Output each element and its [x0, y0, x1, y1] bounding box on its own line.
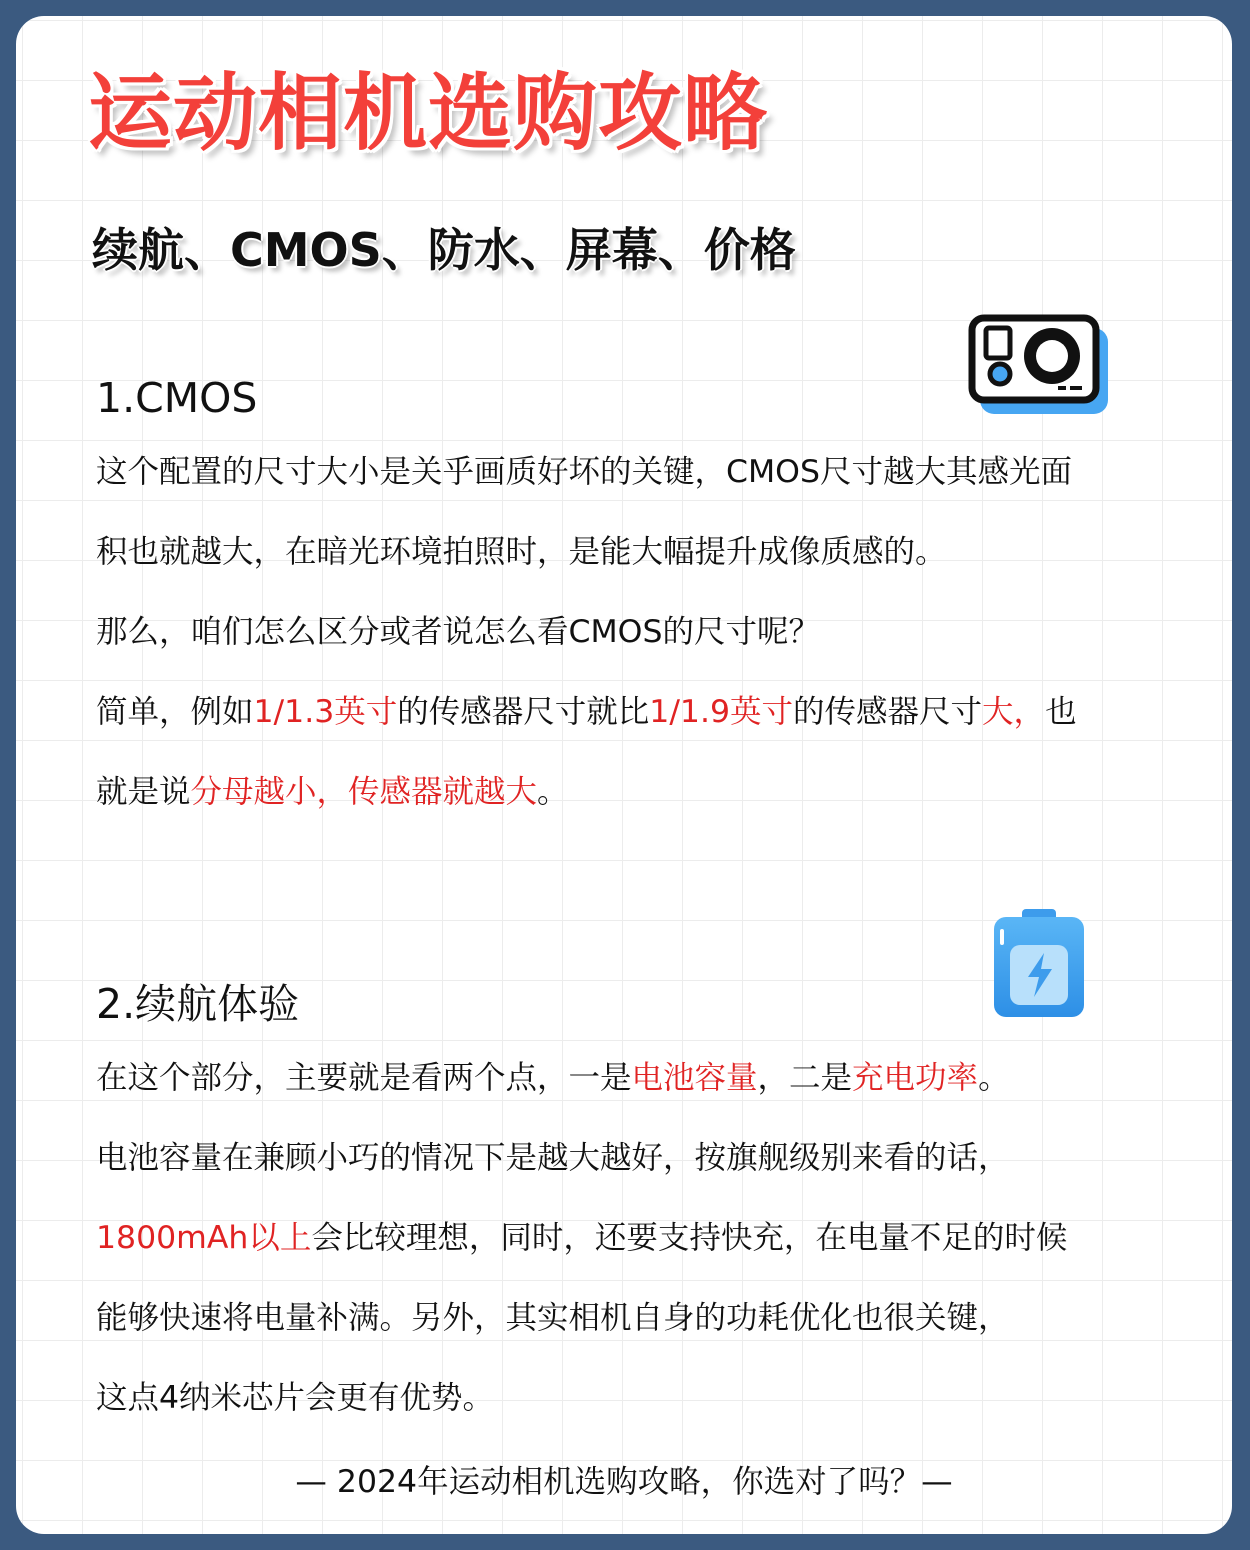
body-text: 。 — [978, 1060, 1010, 1096]
body-text: 这点4纳米芯片会更有优势。 — [96, 1380, 495, 1416]
body-text: 。 — [537, 774, 569, 810]
paragraph-line — [96, 512, 1206, 592]
body-text: 这个配置的尺寸大小是关乎画质好坏的关键，CMOS尺寸越大其感光面 — [96, 454, 1072, 490]
highlight-text: 电池容量 — [631, 1060, 758, 1096]
body-text: 那么，咱们怎么区分或者说怎么看CMOS的尺寸呢？ — [96, 614, 820, 650]
paragraph-line — [96, 1278, 1206, 1358]
paragraph-line — [96, 1038, 1206, 1118]
paragraph-line — [96, 432, 1206, 512]
page-subtitle: 续航、CMOS、防水、屏幕、价格 — [92, 223, 796, 277]
action-camera-icon — [968, 314, 1112, 418]
body-text: 积也就越大，在暗光环境拍照时，是能大幅提升成像质感的。 — [96, 534, 947, 570]
section-heading-cmos: 1.CMOS — [96, 374, 258, 422]
highlight-text: 1/1.3英寸 — [253, 694, 398, 730]
paragraph-line — [96, 752, 1206, 832]
page-title: 运动相机选购攻略 — [88, 64, 769, 162]
body-text: 的传感器尺寸就比 — [397, 694, 650, 730]
body-text: 会比较理想，同时，还要支持快充，在电量不足的时候 — [311, 1220, 1068, 1256]
paragraph-line — [96, 1358, 1206, 1438]
footer-caption: — 2024年运动相机选购攻略，你选对了吗？— — [295, 1464, 953, 1500]
paragraph-line — [96, 672, 1206, 752]
body-text: 电池容量在兼顾小巧的情况下是越大越好，按旗舰级别来看的话， — [96, 1140, 1010, 1176]
highlight-text: 充电功率 — [852, 1060, 979, 1096]
body-text: 就是说 — [96, 774, 191, 810]
paragraph-line — [96, 592, 1206, 672]
highlight-text: 1800mAh以上 — [96, 1220, 312, 1256]
section-heading-battery: 2.续航体验 — [96, 980, 300, 1028]
highlight-text: 1/1.9英寸 — [649, 694, 794, 730]
paragraph-line — [96, 1118, 1206, 1198]
body-text: 也 — [1045, 694, 1077, 730]
body-text: ，二是 — [757, 1060, 853, 1096]
paragraph-line — [96, 1198, 1206, 1278]
body-text: 简单，例如 — [96, 694, 254, 730]
body-text: 在这个部分，主要就是看两个点，一是 — [96, 1060, 632, 1096]
body-text: 能够快速将电量补满。另外，其实相机自身的功耗优化也很关键， — [96, 1300, 1010, 1336]
body-text: 的传感器尺寸 — [793, 694, 983, 730]
highlight-text: 大， — [982, 694, 1046, 730]
battery-charging-icon — [992, 909, 1086, 1019]
article-card — [16, 16, 1232, 1534]
highlight-text: 分母越小，传感器就越大 — [190, 774, 538, 810]
